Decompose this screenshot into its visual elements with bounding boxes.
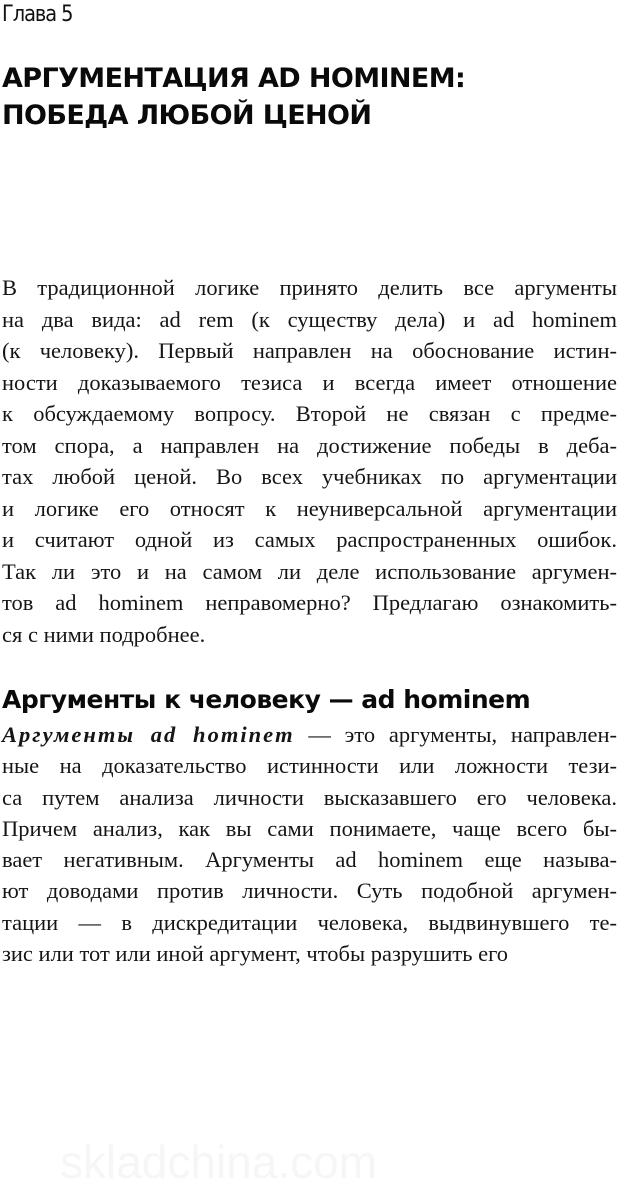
text-line: зис или тот или иной аргумент, чтобы разрушить его	[2, 941, 509, 967]
text-line: и логике его относят к неуниверсальной аргументации	[2, 495, 617, 521]
text-line: (к человеку). Первый направлен на обоснование истин-	[2, 338, 617, 363]
section-paragraph	[2, 719, 617, 969]
chapter-title	[2, 60, 465, 134]
text-fragment: — это аргументы, направлен-	[294, 722, 617, 747]
text-line: Так ли это и на самом ли деле использование аргумен-	[2, 558, 617, 584]
section-heading: Аргументы к человеку — ad hominem	[2, 685, 531, 714]
text-line: том спора, а направлен на достижение победы в деба-	[2, 432, 617, 458]
text-line: к обсуждаемому вопросу. Второй не связан с предме-	[2, 401, 617, 426]
chapter-title-line: ПОБЕДА ЛЮБОЙ ЦЕНОЙ	[2, 100, 372, 131]
intro-paragraph	[2, 272, 617, 650]
text-line: Причем анализ, как вы сами понимаете, чаще всего бы-	[2, 815, 617, 841]
text-line: вает негативным. Аргументы ad hominem еще называ-	[2, 847, 617, 873]
text-line: тах любой ценой. Во всех учебниках по аргументации	[2, 464, 617, 489]
text-line: ные на доказательство истинности или ложности тези-	[2, 753, 617, 779]
defined-term: Аргументы ad hominem	[2, 722, 295, 747]
text-line: и считают одной из самых распространенных ошибок.	[2, 527, 617, 552]
watermark: skladchina.com	[60, 1136, 378, 1188]
text-line: ют доводами против личности. Суть подобной аргумен-	[2, 878, 617, 904]
text-line: тов ad hominem неправомерно? Предлагаю ознакомить-	[2, 590, 617, 615]
text-line	[2, 719, 617, 750]
chapter-label: Глава 5	[2, 2, 73, 27]
chapter-title-line: АРГУМЕНТАЦИЯ AD HOMINEM:	[2, 63, 466, 94]
text-line: на два вида: ad rem (к существу дела) и ad hominem	[2, 306, 617, 332]
text-line: са путем анализа личности высказавшего его человека.	[2, 784, 617, 810]
text-line: ности доказываемого тезиса и всегда имеет отношение	[2, 369, 617, 395]
text-line: В традиционной логике принято делить все аргументы	[2, 275, 617, 300]
text-line: тации — в дискредитации человека, выдвинувшего те-	[2, 909, 617, 935]
text-line: ся с ними подробнее.	[2, 621, 206, 647]
